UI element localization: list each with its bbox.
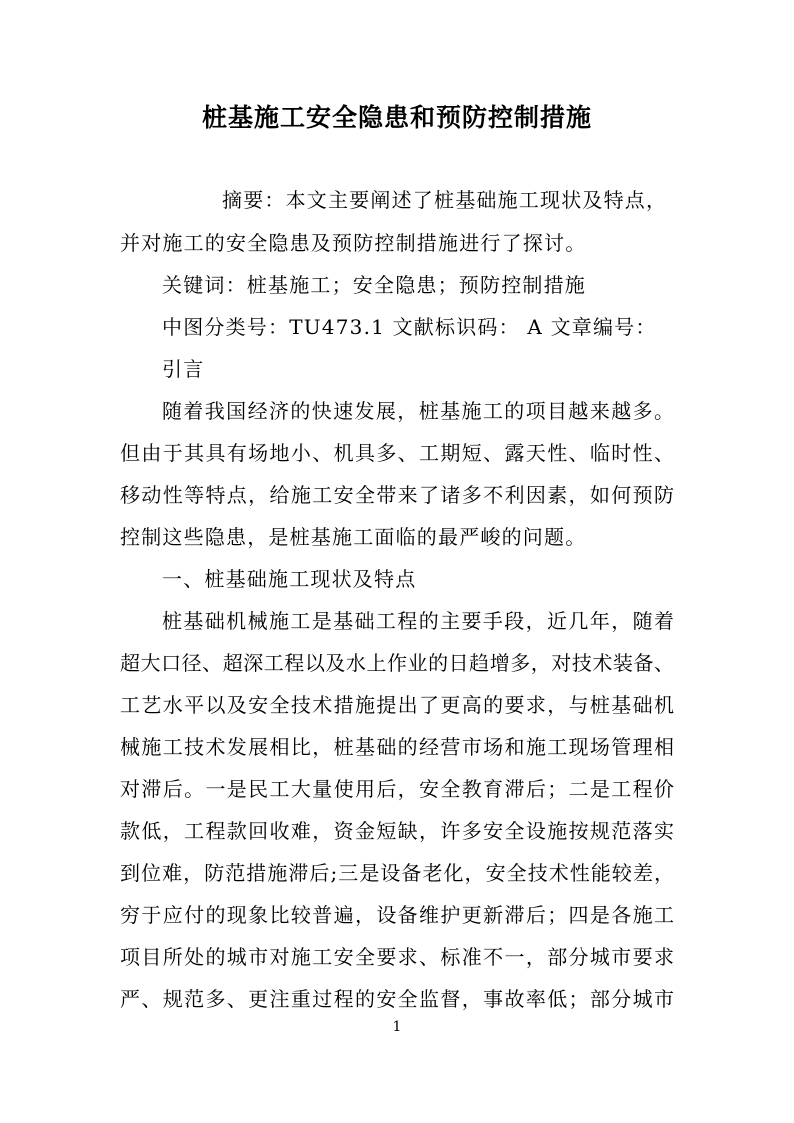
abstract-line-2: 并对施工的安全隐患及预防控制措施进行了探讨。 <box>120 231 587 255</box>
section-1-heading: 一、桩基础施工现状及特点 <box>162 567 417 591</box>
intro-paragraph-line: 随着我国经济的快速发展，桩基施工的项目越来越多。 <box>162 399 674 423</box>
section-1-paragraph-line: 穷于应付的现象比较普遍，设备维护更新滞后；四是各施工 <box>120 903 674 927</box>
document-title: 桩基施工安全隐患和预防控制措施 <box>201 103 592 132</box>
intro-paragraph-line: 移动性等特点，给施工安全带来了诸多不利因素，如何预防 <box>120 483 674 507</box>
section-1-paragraph-line: 超大口径、超深工程以及水上作业的日趋增多，对技术装备、 <box>120 651 674 675</box>
section-1-paragraph-line: 项目所处的城市对施工安全要求、标准不一，部分城市要求 <box>120 945 674 969</box>
intro-paragraph-line: 但由于其具有场地小、机具多、工期短、露天性、临时性、 <box>120 441 674 465</box>
page-number: 1 <box>392 1019 402 1035</box>
abstract-line-1: 摘要：本文主要阐述了桩基础施工现状及特点， <box>222 188 668 212</box>
classification-line: 中图分类号：TU473.1 文献标识码： A 文章编号： <box>162 315 657 339</box>
keywords-line: 关键词：桩基施工；安全隐患；预防控制措施 <box>162 273 586 297</box>
section-1-paragraph-line: 桩基础机械施工是基础工程的主要手段，近几年，随着 <box>162 609 674 633</box>
section-1-paragraph-line: 械施工技术发展相比，桩基础的经营市场和施工现场管理相 <box>120 735 674 759</box>
section-1-paragraph-line: 款低，工程款回收难，资金短缺，许多安全设施按规范落实 <box>120 819 674 843</box>
section-1-paragraph-line: 到位难，防范措施滞后;三是设备老化，安全技术性能较差， <box>120 861 674 885</box>
section-1-paragraph-line: 工艺水平以及安全技术措施提出了更高的要求，与桩基础机 <box>120 693 674 717</box>
intro-heading: 引言 <box>162 357 205 381</box>
section-1-paragraph-line: 对滞后。一是民工大量使用后，安全教育滞后；二是工程价 <box>120 777 674 801</box>
intro-paragraph-line: 控制这些隐患，是桩基施工面临的最严峻的问题。 <box>120 525 587 549</box>
section-1-paragraph-line: 严、规范多、更注重过程的安全监督，事故率低；部分城市 <box>120 987 674 1011</box>
